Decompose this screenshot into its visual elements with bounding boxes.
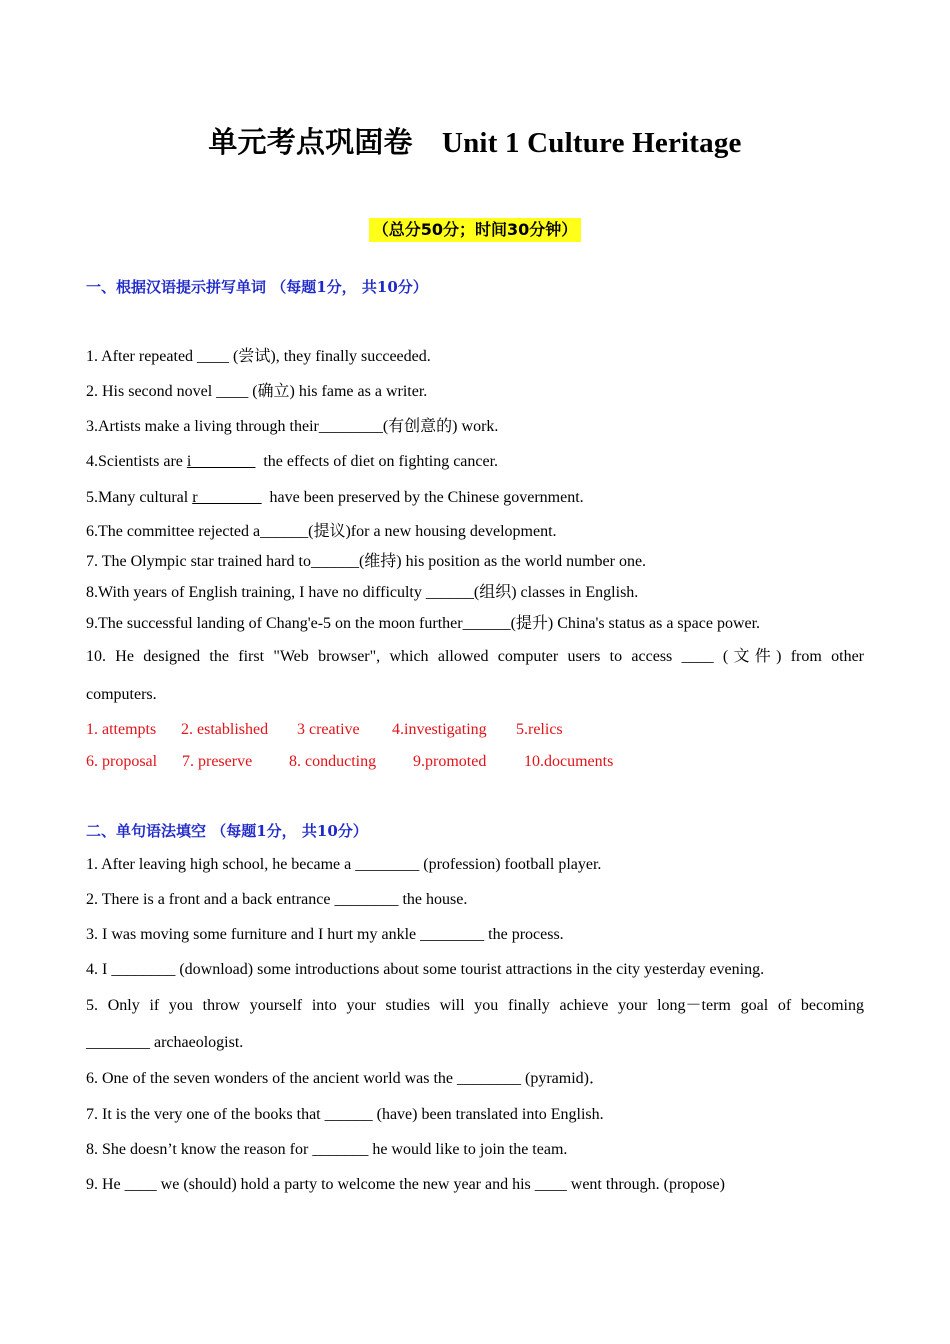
- s2-question-2: 2. There is a front and a back entrance ________ the house.: [86, 891, 468, 908]
- answer-6: 6. proposal: [86, 753, 158, 770]
- answer-3: 3 creative: [297, 721, 360, 738]
- s2-question-5-cont: ________ archaeologist.: [86, 1034, 244, 1051]
- s1-question-4: [86, 452, 498, 472]
- s2-question-6: 6. One of the seven wonders of the ancient world was the ________ (pyramid)．: [86, 1070, 605, 1087]
- s1-q5-rest: have been preserved by the Chinese government.: [261, 489, 584, 506]
- answer-1: 1. attempts: [86, 721, 157, 738]
- s1-q4-text: 4.Scientists are: [86, 453, 187, 470]
- s1-question-6: 6.The committee rejected a______(提议)for a new housing development.: [86, 523, 557, 540]
- s1-question-9: 9.The successful landing of Chang'e-5 on the moon further______(提升) China's status as a space power.: [86, 615, 761, 632]
- section1-heading: 一、根据汉语提示拼写单词 （每题1分， 共10分）: [86, 278, 428, 296]
- subtitle-container: [0, 218, 950, 242]
- s1-q4-blank: i________: [186, 453, 256, 470]
- answer-8: 8. conducting: [289, 753, 377, 770]
- s2-question-5: 5. Only if you throw yourself into your studies will you finally achieve your long－term goal of becoming: [86, 997, 864, 1014]
- answer-9: 9.promoted: [413, 753, 487, 770]
- s2-question-3: 3. I was moving some furniture and I hurt my ankle ________ the process.: [86, 926, 564, 943]
- s2-question-7: 7. It is the very one of the books that ______ (have) been translated into English.: [86, 1106, 604, 1123]
- s1-q5-text: 5.Many cultural: [86, 489, 193, 506]
- s1-q4-rest: the effects of diet on fighting cancer.: [255, 453, 499, 470]
- answer-7: 7. preserve: [182, 753, 253, 770]
- s1-question-7: 7. The Olympic star trained hard to______(维持) his position as the world number one.: [86, 553, 647, 570]
- s1-question-5: [86, 488, 584, 508]
- s1-q5-blank: r________: [192, 489, 262, 506]
- answer-5: 5.relics: [516, 721, 563, 738]
- s1-question-2: 2. His second novel ____ (确立) his fame as a writer.: [86, 383, 428, 400]
- page-title: 单元考点巩固卷 Unit 1 Culture Heritage: [208, 127, 742, 159]
- s2-question-9: 9. He ____ we (should) hold a party to welcome the new year and his ____ went through. (propose): [86, 1176, 725, 1193]
- s2-question-4: 4. I ________ (download) some introductions about some tourist attractions in the city yesterday evening.: [86, 961, 765, 978]
- s1-question-10-cont: computers.: [86, 686, 157, 703]
- section2-heading: 二、单句语法填空 （每题1分， 共10分）: [86, 822, 368, 840]
- score-time-banner: （总分50分；时间30分钟）: [369, 218, 582, 242]
- s2-question-1: 1. After leaving high school, he became a ________ (profession) football player.: [86, 856, 602, 873]
- s1-question-10: 10. He designed the first "Web browser", which allowed computer users to access ____ (文件) from other: [86, 648, 864, 665]
- answer-4: 4.investigating: [392, 721, 487, 738]
- s2-question-8: 8. She doesn’t know the reason for _______ he would like to join the team.: [86, 1141, 568, 1158]
- answer-2: 2. established: [181, 721, 269, 738]
- s1-question-8: 8.With years of English training, I have no difficulty ______(组织) classes in English.: [86, 584, 639, 601]
- s1-question-3: 3.Artists make a living through their________(有创意的) work.: [86, 418, 499, 435]
- s1-question-1: 1. After repeated ____ (尝试), they finally succeeded.: [86, 348, 431, 365]
- answer-10: 10.documents: [524, 753, 614, 770]
